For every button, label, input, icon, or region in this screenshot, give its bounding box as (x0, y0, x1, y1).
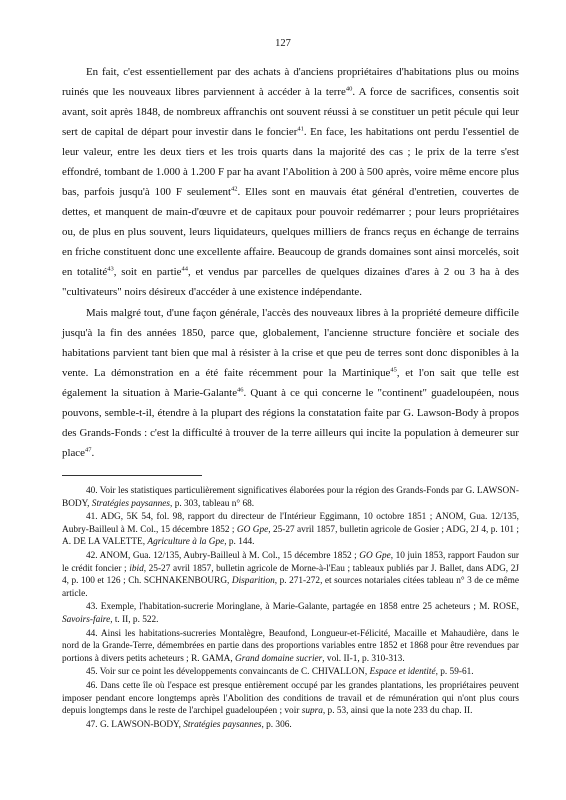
text-run: , et l'on sait que telle est également la situation à Marie-Galante (62, 367, 519, 399)
body-paragraph-2 (62, 303, 519, 463)
footnote-separator (62, 475, 202, 476)
text-run: . En face, les habitations ont perdu l'essentiel de leur valeur, entre les deux tiers et les trois quarts dans la majorité des cas ; le prix de la terre s'est effondré, tombant de 1.000 à 1.200 F par ha avant l'Abolition à 200 à 500 après, voire même encore plus bas, parfois jusqu'à 100 F seulement (62, 126, 519, 198)
text-run: , t. II, p. 522. (110, 614, 159, 625)
footnote-item (62, 601, 519, 626)
text-run: , 25-27 avril 1857, bulletin agricole de Morne-à-l'Eau ; tableaux publiés par J. Ballet, dans ADG, 2J 4, p. 100 et 126 ; Ch. SCHNAKENBOURG, (62, 563, 519, 587)
page-number: 127 (275, 38, 291, 49)
italic-title: Savoirs-faire (62, 614, 111, 625)
text-run: En fait, c'est essentiellement par des achats à d'anciens propriétaires d'habitations plus ou moins ruinés que les nouveaux libres parviennent à accéder à la terre (62, 66, 519, 98)
text-run: 41. ADG, 5K 54, fol. 98, rapport du directeur de l'Intérieur Eggimann, 10 octobre 1851 ; ANOM, Gua. 12/135, Aubry-Bailleul à M. Col., 15 décembre 1852 ; (62, 512, 519, 535)
italic-title: Grand domaine sucrier (235, 653, 323, 664)
text-run: , p. 59-61. (435, 667, 474, 678)
footnote-item (62, 628, 519, 666)
paragraph-text (62, 303, 519, 463)
footnote-item (62, 666, 519, 679)
footnote-item (62, 550, 519, 600)
footnote-item (62, 511, 519, 549)
italic-title: supra (301, 706, 323, 717)
text-run: 46. Dans cette île où l'espace est presque entièrement occupé par les grandes plantations, les propriétaires peuvent imposer pendant encore longtemps après l'Abolition des conditions de travail et de rémunération qui n'ont plus cours depuis longtemps dans le reste de l'archipel guadeloupéen ; voir (62, 680, 519, 717)
text-run: , p. 144. (224, 537, 255, 548)
text-run: , p. 53, ainsi que la note 233 du chap. II. (322, 706, 473, 717)
footnote-item (62, 719, 519, 732)
footnote-ref: 43 (107, 265, 114, 273)
footnote-item (62, 680, 519, 718)
footnote-ref: 42 (231, 185, 238, 193)
footnote-ref: 41 (297, 125, 304, 133)
text-run: . (91, 447, 95, 459)
text-run: . Elles sont en mauvais état général d'entretien, couvertes de dettes, et manquent de main-d'œuvre et de capitaux pour pouvoir redémarrer ; pour leurs propriétaires ou, de plus en plus souvent, leurs liquidateurs, quelques milliers de francs reçus en échange de terrains en friche constituent donc une excellente affaire. Beaucoup de grands domaines sont ainsi morcelés, soit en totalité (62, 186, 519, 278)
text-run: , soit en partie (113, 266, 182, 278)
text-run: 40. Voir les statistiques particulièrement significatives élaborées pour la région des Grands-Fonds par G. LAWSON-BODY, (62, 486, 519, 509)
footnote-ref: 47 (84, 446, 92, 454)
body-paragraph-1 (62, 62, 519, 302)
italic-title: Stratégies paysannes (91, 498, 171, 509)
italic-title: GO Gpe (359, 550, 391, 561)
text-run: . Quant à ce qui concerne le "continent" guadeloupéen, nous pouvons, semble-t-il, étendre à la plupart des régions la constatation faite par G. Lawson-Body à propos des Grands-Fonds : c'est la difficulté à trouver de la terre ailleurs qui incite la population à demeurer sur place (62, 387, 519, 459)
text-run: , p. 303, tableau n° 68. (170, 498, 255, 509)
italic-title: GO Gpe (236, 524, 269, 535)
text-run: 45. Voir sur ce point les développements convaincants de C. CHIVALLON, (86, 667, 370, 678)
footnote-ref: 44 (181, 265, 189, 273)
footnote-item (62, 485, 519, 510)
footnotes (62, 485, 519, 732)
text-run: , p. 271-272, et sources notariales citées tableau n° 3 de ce même article. (62, 576, 519, 599)
text-run: , vol. II-1, p. 310-313. (322, 653, 405, 664)
text-run: 43. Exemple, l'habitation-sucrerie Moringlane, à Marie-Galante, partagée en 1858 entre 25 acheteurs ; M. ROSE, (86, 602, 519, 613)
italic-title: ibid (129, 563, 144, 574)
italic-title: Espace et identité (369, 667, 436, 678)
text-run: , p. 306. (261, 719, 292, 730)
text-run: , 10 juin 1853, rapport Faudon sur le crédit foncier ; (62, 550, 520, 574)
italic-title: Agriculture à la Gpe (147, 537, 225, 548)
text-run: , et vendus par parcelles de quelques dizaines d'ares à 2 ou 3 ha à des "cultivateurs" noirs désireux d'accéder à une existence indépendante. (62, 266, 519, 298)
italic-title: Disparition (231, 576, 275, 587)
text-run: . A force de sacrifices, consentis soit avant, soit après 1848, de nombreux affranchis ont souvent réussi à se constituer un petit pécule qui leur sert de capital de départ pour investir dans le foncier (62, 86, 519, 138)
footnote-ref: 46 (237, 386, 244, 394)
footnote-ref: 45 (390, 366, 397, 374)
italic-title: Stratégies paysannes (183, 719, 262, 730)
text-run: 47. G. LAWSON-BODY, (86, 719, 184, 730)
paragraph-text (62, 62, 519, 302)
text-run: Mais malgré tout, d'une façon générale, l'accès des nouveaux libres à la propriété demeure difficile jusqu'à la fin des années 1850, parce que, globalement, l'ancienne structure foncière et sociale des habitations parvient tant bien que mal à résister à la crise et que peu de terres sont donc disponibles à la vente. La démonstration en a été faite récemment pour la Martinique (62, 307, 519, 379)
text-run: 44. Ainsi les habitations-sucreries Montalègre, Beaufond, Longueur-et-Félicité, Macaille et Mahaudière, dans le nord de la Grande-Terre, démembrées en partie dans des proportions variables entre 1852 et 1868 pour être revendues par portions à divers petits acheteurs ; R. GAMA, (62, 628, 519, 664)
text-run: , 25-27 avril 1857, bulletin agricole de Gosier ; ADG, 2J 4, p. 101 ; A. DE LA VALETTE, (62, 524, 520, 548)
footnote-ref: 40 (345, 85, 353, 93)
text-run: 42. ANOM, Gua. 12/135, Aubry-Bailleul à M. Col., 15 décembre 1852 ; (86, 550, 360, 561)
